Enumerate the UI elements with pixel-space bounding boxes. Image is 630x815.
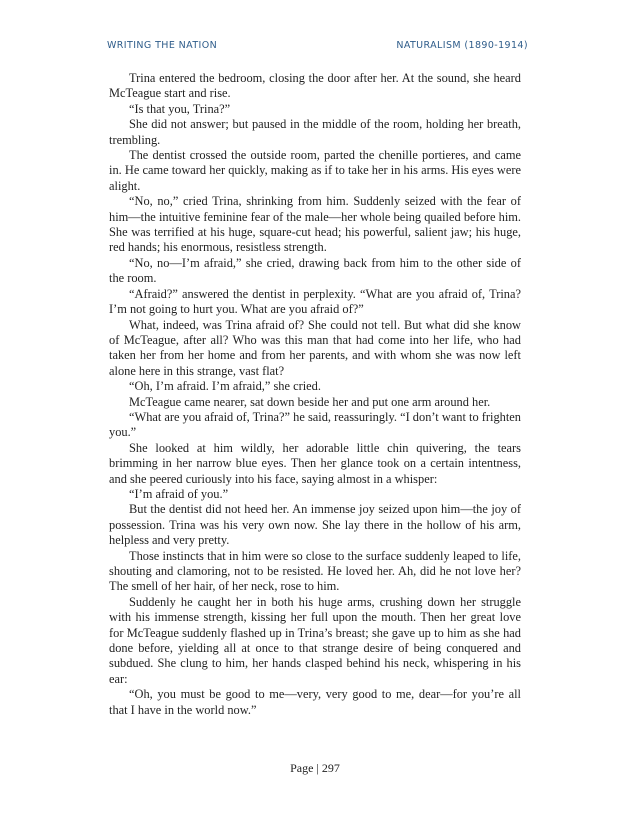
paragraph: She did not answer; but paused in the middle of the room, holding her breath, trembling. bbox=[109, 117, 521, 147]
running-header-right: NATURALISM (1890-1914) bbox=[396, 40, 528, 51]
paragraph: “No, no,” cried Trina, shrinking from him. Suddenly seized with the fear of him—the intuitive feminine fear of the male—her whole being quailed before him. She was terrified at his huge, square-cut head; his powerful, salient jaw; his huge, red hands; his enormous, resistless strength. bbox=[109, 194, 521, 255]
paragraph: “Oh, I’m afraid. I’m afraid,” she cried. bbox=[129, 379, 321, 394]
paragraph: But the dentist did not heed her. An immense joy seized upon him—the joy of possession. Trina was his very own now. She lay there in the hollow of his arm, helpless and very pretty. bbox=[109, 502, 521, 548]
running-header-left: WRITING THE NATION bbox=[107, 40, 218, 51]
paragraph: She looked at him wildly, her adorable little chin quivering, the tears brimming in her narrow blue eyes. Then her glance took on a certain intentness, and she peered curiously into his face, saying almost in a whisper: bbox=[109, 440, 521, 486]
paragraph: McTeague came nearer, sat down beside her and put one arm around her. bbox=[129, 394, 491, 409]
paragraph: Trina entered the bedroom, closing the door after her. At the sound, she heard McTeague start and rise. bbox=[109, 71, 521, 101]
paragraph: “I’m afraid of you.” bbox=[129, 486, 229, 501]
paragraph: The dentist crossed the outside room, parted the chenille portieres, and came in. He came toward her quickly, making as if to take her in his arms. His eyes were alight. bbox=[109, 148, 521, 193]
paragraph: “What are you afraid of, Trina?” he said, reassuringly. “I don’t want to frighten you.” bbox=[109, 409, 521, 440]
paragraph: “Afraid?” answered the dentist in perplexity. “What are you afraid of, Trina? I’m not going to hurt you. What are you afraid of?” bbox=[109, 286, 521, 317]
paragraph: “Oh, you must be good to me—very, very good to me, dear—for you’re all that I have in the world now.” bbox=[109, 687, 521, 717]
paragraph: Suddenly he caught her in both his huge arms, crushing down her struggle with his immense strength, kissing her full upon the mouth. Then her great love for McTeague suddenly flashed up in Trina’s breast; she gave up to him as she had done before, yielding all at once to that strange desire of being conquered and subdued. She clung to him, her hands clasped behind his neck, whispering in his ear: bbox=[109, 594, 521, 686]
paragraph: “Is that you, Trina?” bbox=[129, 101, 231, 116]
paragraph: What, indeed, was Trina afraid of? She could not tell. But what did she know of McTeague, after all? Who was this man that had come into her life, who had taken her from her home and from her parents, and with whom she was now left alone here in this strange, vast flat? bbox=[109, 317, 521, 378]
page-number: Page | 297 bbox=[290, 761, 340, 775]
body-text bbox=[109, 71, 521, 718]
paragraph: “No, no—I’m afraid,” she cried, drawing back from him to the other side of the room. bbox=[109, 255, 521, 286]
paragraph: Those instincts that in him were so close to the surface suddenly leaped to life, shouting and clamoring, not to be resisted. He loved her. Ah, did he not love her? The smell of her hair, of her neck, rose to him. bbox=[109, 548, 521, 594]
